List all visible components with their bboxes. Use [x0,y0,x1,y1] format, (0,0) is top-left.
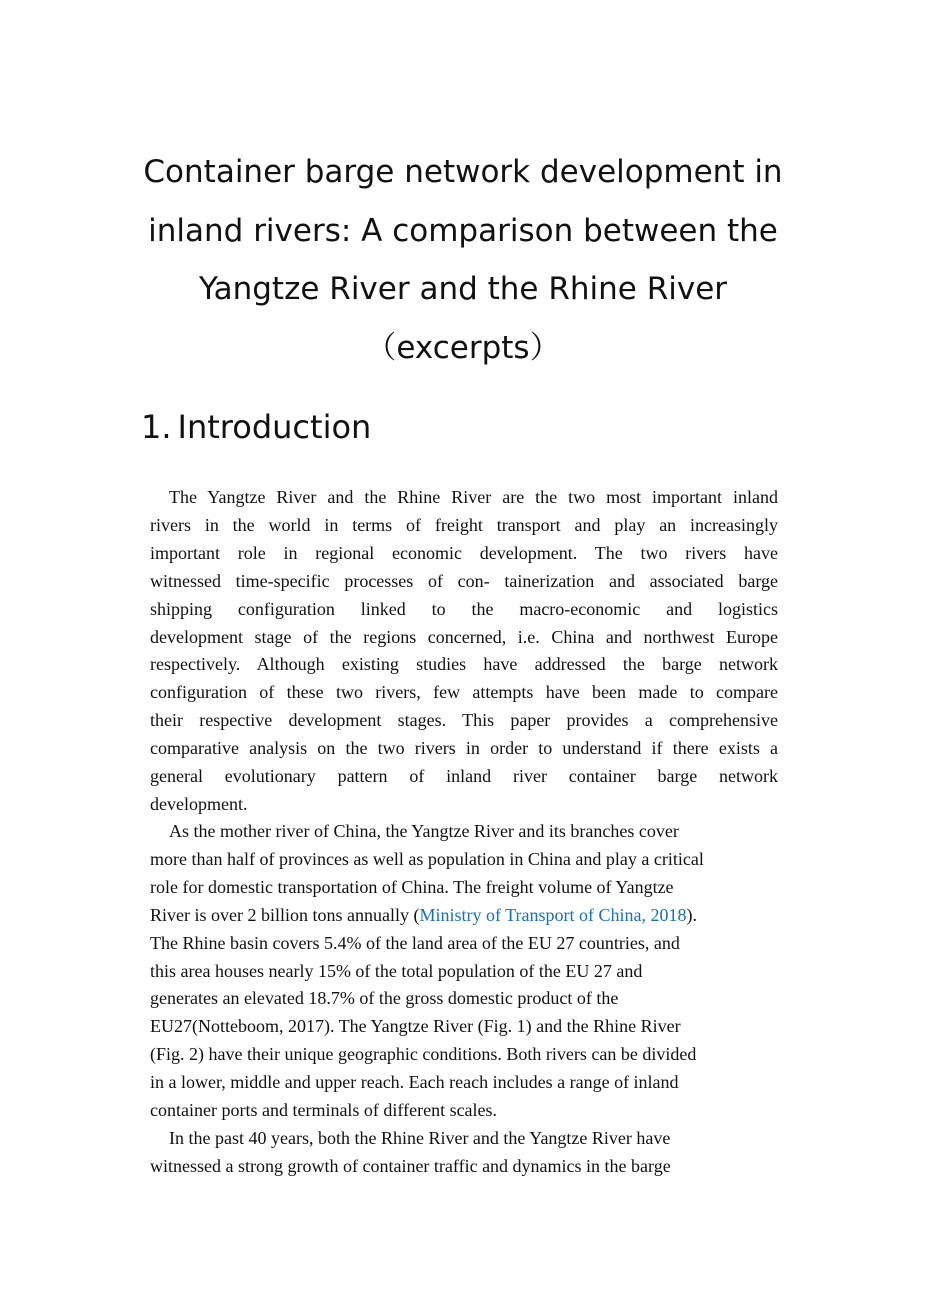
paragraph-line: comparative analysis on the two rivers in order to understand if there exists a [150,738,778,759]
citation-prefix: River is over 2 billion tons annually ( [150,904,420,925]
paragraph-line: respectively. Although existing studies have addressed the barge network [150,654,778,675]
paragraph-line: development. [150,793,248,814]
paragraph-line: configuration of these two rivers, few attempts have been made to compare [150,682,778,703]
paragraph-line: The Rhine basin covers 5.4% of the land area of the EU 27 countries, and [150,932,680,953]
paragraph-line: EU27(Notteboom, 2017). The Yangtze River (Fig. 1) and the Rhine River [150,1016,681,1037]
citation-link[interactable]: Ministry of Transport of China, 2018 [419,904,687,925]
paragraph-line: shipping configuration linked to the macro-economic and logistics [150,598,778,619]
paragraph-line: general evolutionary pattern of inland river container barge network [150,766,778,787]
paragraph-2 [150,818,778,1125]
citation-suffix: ). [686,904,697,925]
paragraph-line: more than half of provinces as well as population in China and play a critical [150,848,704,869]
paragraph-line: The Yangtze River and the Rhine River are the two most important inland [169,487,778,507]
paragraph-line: container ports and terminals of different scales. [150,1100,498,1121]
section-number: 1. [141,408,172,446]
paragraph-3 [150,1125,778,1181]
paragraph-line: their respective development stages. This paper provides a comprehensive [150,710,778,731]
document-title [120,143,806,377]
paragraph-line: role for domestic transportation of China. The freight volume of Yangtze [150,876,674,897]
section-heading [141,404,371,450]
paragraph-line: this area houses nearly 15% of the total population of the EU 27 and [150,960,643,981]
paragraph-line: generates an elevated 18.7% of the gross domestic product of the [150,988,619,1009]
paragraph-line: development stage of the regions concerned, i.e. China and northwest Europe [150,626,778,647]
title-line: inland rivers: A comparison between the [148,212,778,249]
paragraph-line: In the past 40 years, both the Rhine River and the Yangtze River have [169,1128,671,1148]
paragraph-line: rivers in the world in terms of freight transport and play an increasingly [150,514,778,535]
paragraph-line: in a lower, middle and upper reach. Each reach includes a range of inland [150,1072,679,1093]
title-line: Yangtze River and the Rhine River [198,271,728,307]
paragraph-line: witnessed a strong growth of container traffic and dynamics in the barge [150,1155,671,1176]
paragraph-line-with-citation [150,902,778,930]
paragraph-line: (Fig. 2) have their unique geographic conditions. Both rivers can be divided [150,1044,697,1065]
section-title: Introduction [177,408,372,446]
title-line: （excerpts） [365,329,561,366]
title-line: Container barge network development in [143,154,783,190]
paragraph-line: witnessed time-specific processes of con- tainerization and associated barge [150,570,778,591]
paragraph-line: important role in regional economic development. The two rivers have [150,542,778,563]
paragraph-1 [150,484,778,819]
paragraph-line: As the mother river of China, the Yangtze River and its branches cover [169,821,679,841]
